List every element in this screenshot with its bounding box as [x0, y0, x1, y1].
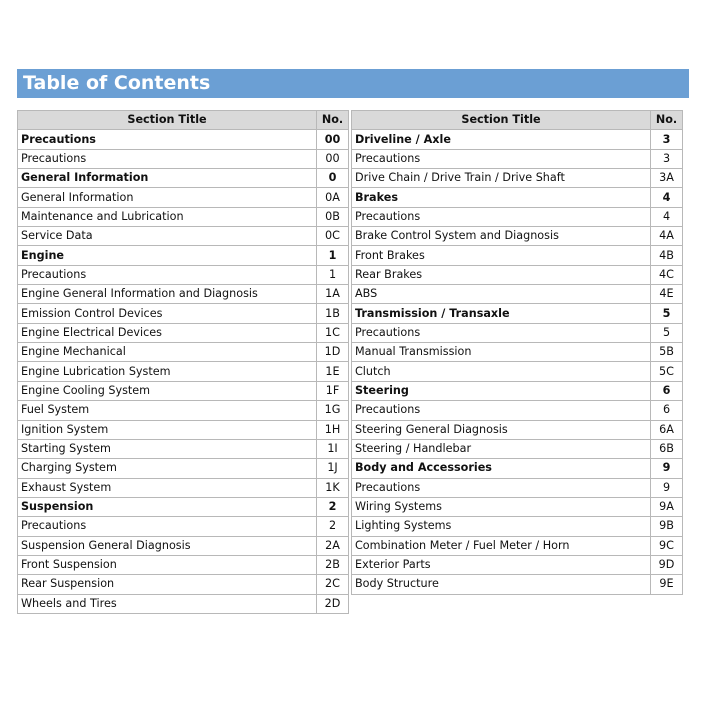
- section-group-row[interactable]: [18, 246, 349, 265]
- toc-table-left: [17, 110, 349, 614]
- table-row[interactable]: [352, 265, 683, 284]
- table-row[interactable]: [18, 207, 349, 226]
- section-title-cell: Precautions: [352, 323, 651, 342]
- section-title-cell: Engine Cooling System: [18, 381, 317, 400]
- section-number-cell: 9: [651, 478, 683, 497]
- table-row[interactable]: [352, 362, 683, 381]
- section-number-cell: 1: [317, 246, 349, 265]
- section-number-cell: 0: [317, 169, 349, 188]
- section-title-cell: Starting System: [18, 439, 317, 458]
- table-row[interactable]: [18, 517, 349, 536]
- section-title-cell: Wheels and Tires: [18, 594, 317, 613]
- section-title-cell: Steering / Handlebar: [352, 439, 651, 458]
- toc-left-body: [18, 130, 349, 614]
- section-number-cell: 0B: [317, 207, 349, 226]
- section-title-cell: Charging System: [18, 459, 317, 478]
- section-number-cell: 1I: [317, 439, 349, 458]
- table-row[interactable]: [18, 420, 349, 439]
- section-number-cell: 00: [317, 130, 349, 149]
- table-row[interactable]: [352, 207, 683, 226]
- section-number-cell: 4A: [651, 227, 683, 246]
- table-row[interactable]: [352, 439, 683, 458]
- section-title-cell: Precautions: [352, 207, 651, 226]
- section-title-cell: Exterior Parts: [352, 555, 651, 574]
- section-title-cell: Precautions: [18, 265, 317, 284]
- table-row[interactable]: [18, 555, 349, 574]
- section-number-cell: 9E: [651, 575, 683, 594]
- section-number-cell: 9C: [651, 536, 683, 555]
- section-title-cell: Precautions: [352, 149, 651, 168]
- section-group-row[interactable]: [18, 130, 349, 149]
- section-number-cell: 00: [317, 149, 349, 168]
- section-title-cell: Manual Transmission: [352, 343, 651, 362]
- section-title-cell: Service Data: [18, 227, 317, 246]
- table-row[interactable]: [18, 362, 349, 381]
- section-number-cell: 1C: [317, 323, 349, 342]
- section-title-cell: ABS: [352, 285, 651, 304]
- title-bar: [17, 69, 689, 98]
- section-title-cell: Emission Control Devices: [18, 304, 317, 323]
- section-title-cell: Drive Chain / Drive Train / Drive Shaft: [352, 169, 651, 188]
- section-number-cell: 9: [651, 459, 683, 478]
- section-number-cell: 2: [317, 517, 349, 536]
- section-number-cell: 0A: [317, 188, 349, 207]
- section-title-cell: Combination Meter / Fuel Meter / Horn: [352, 536, 651, 555]
- section-group-row[interactable]: [352, 381, 683, 400]
- table-row[interactable]: [352, 575, 683, 594]
- table-row[interactable]: [18, 285, 349, 304]
- table-row[interactable]: [352, 536, 683, 555]
- section-number-cell: 1F: [317, 381, 349, 400]
- section-number-cell: 2D: [317, 594, 349, 613]
- section-number-cell: 2C: [317, 575, 349, 594]
- section-number-cell: 2B: [317, 555, 349, 574]
- section-title-cell: Lighting Systems: [352, 517, 651, 536]
- section-title-cell: Brakes: [352, 188, 651, 207]
- section-number-cell: 9D: [651, 555, 683, 574]
- table-row[interactable]: [18, 401, 349, 420]
- section-title-cell: Maintenance and Lubrication: [18, 207, 317, 226]
- section-title-cell: Exhaust System: [18, 478, 317, 497]
- section-number-cell: 5: [651, 304, 683, 323]
- table-row[interactable]: [352, 420, 683, 439]
- section-number-cell: 4: [651, 188, 683, 207]
- section-number-cell: 3A: [651, 169, 683, 188]
- section-title-cell: Precautions: [18, 130, 317, 149]
- section-number-cell: 4B: [651, 246, 683, 265]
- section-number-cell: 5: [651, 323, 683, 342]
- section-group-row[interactable]: [352, 459, 683, 478]
- number-header: No.: [651, 111, 683, 130]
- section-number-cell: 1J: [317, 459, 349, 478]
- table-row[interactable]: [18, 459, 349, 478]
- table-row[interactable]: [352, 169, 683, 188]
- section-number-cell: 0C: [317, 227, 349, 246]
- section-title-cell: Engine Lubrication System: [18, 362, 317, 381]
- section-title-cell: Precautions: [352, 478, 651, 497]
- section-number-cell: 5C: [651, 362, 683, 381]
- section-title-cell: Engine: [18, 246, 317, 265]
- table-row[interactable]: [18, 149, 349, 168]
- section-title-cell: Engine General Information and Diagnosis: [18, 285, 317, 304]
- table-row[interactable]: [352, 227, 683, 246]
- section-group-row[interactable]: [352, 188, 683, 207]
- section-title-cell: Engine Electrical Devices: [18, 323, 317, 342]
- table-row[interactable]: [18, 343, 349, 362]
- section-number-cell: 4C: [651, 265, 683, 284]
- section-title-cell: General Information: [18, 169, 317, 188]
- section-title-cell: Front Brakes: [352, 246, 651, 265]
- section-number-cell: 1D: [317, 343, 349, 362]
- section-number-cell: 3: [651, 130, 683, 149]
- table-row[interactable]: [18, 478, 349, 497]
- section-title-cell: Precautions: [352, 401, 651, 420]
- section-number-cell: 3: [651, 149, 683, 168]
- section-number-cell: 9A: [651, 497, 683, 516]
- table-row[interactable]: [18, 439, 349, 458]
- section-title-cell: Precautions: [18, 149, 317, 168]
- section-title-cell: Steering General Diagnosis: [352, 420, 651, 439]
- section-title-cell: Body and Accessories: [352, 459, 651, 478]
- toc-right-body: [352, 130, 683, 594]
- section-title-cell: Brake Control System and Diagnosis: [352, 227, 651, 246]
- section-number-cell: 6: [651, 401, 683, 420]
- table-row[interactable]: [18, 323, 349, 342]
- section-number-cell: 2: [317, 497, 349, 516]
- table-row[interactable]: [352, 246, 683, 265]
- table-header-row: [18, 111, 349, 130]
- section-number-cell: 1: [317, 265, 349, 284]
- table-row[interactable]: [352, 517, 683, 536]
- section-number-cell: 1E: [317, 362, 349, 381]
- section-number-cell: 4E: [651, 285, 683, 304]
- table-row[interactable]: [352, 401, 683, 420]
- table-row[interactable]: [18, 575, 349, 594]
- table-row[interactable]: [352, 343, 683, 362]
- section-title-cell: Rear Brakes: [352, 265, 651, 284]
- table-row[interactable]: [352, 478, 683, 497]
- table-row[interactable]: [18, 265, 349, 284]
- toc-table-right: [351, 110, 683, 595]
- section-title-header: Section Title: [352, 111, 651, 130]
- table-row[interactable]: [18, 188, 349, 207]
- section-title-cell: Front Suspension: [18, 555, 317, 574]
- section-number-cell: 1B: [317, 304, 349, 323]
- table-header-row: [352, 111, 683, 130]
- section-title-cell: Engine Mechanical: [18, 343, 317, 362]
- number-header: No.: [317, 111, 349, 130]
- section-title-header: Section Title: [18, 111, 317, 130]
- section-title-cell: Body Structure: [352, 575, 651, 594]
- section-number-cell: 6B: [651, 439, 683, 458]
- section-group-row[interactable]: [352, 130, 683, 149]
- section-title-cell: General Information: [18, 188, 317, 207]
- table-row[interactable]: [18, 227, 349, 246]
- section-number-cell: 6A: [651, 420, 683, 439]
- section-title-cell: Steering: [352, 381, 651, 400]
- section-title-cell: Rear Suspension: [18, 575, 317, 594]
- section-number-cell: 2A: [317, 536, 349, 555]
- section-title-cell: Suspension: [18, 497, 317, 516]
- table-row[interactable]: [18, 381, 349, 400]
- section-title-cell: Fuel System: [18, 401, 317, 420]
- table-row[interactable]: [352, 497, 683, 516]
- section-number-cell: 1K: [317, 478, 349, 497]
- page-title: Table of Contents: [23, 72, 211, 94]
- table-row[interactable]: [352, 285, 683, 304]
- section-title-cell: Driveline / Axle: [352, 130, 651, 149]
- section-number-cell: 9B: [651, 517, 683, 536]
- table-row[interactable]: [352, 149, 683, 168]
- section-number-cell: 6: [651, 381, 683, 400]
- section-number-cell: 1H: [317, 420, 349, 439]
- section-title-cell: Suspension General Diagnosis: [18, 536, 317, 555]
- table-row[interactable]: [352, 323, 683, 342]
- section-number-cell: 1G: [317, 401, 349, 420]
- table-row[interactable]: [18, 594, 349, 613]
- table-row[interactable]: [352, 555, 683, 574]
- section-title-cell: Precautions: [18, 517, 317, 536]
- table-row[interactable]: [18, 536, 349, 555]
- section-title-cell: Transmission / Transaxle: [352, 304, 651, 323]
- section-group-row[interactable]: [352, 304, 683, 323]
- section-title-cell: Ignition System: [18, 420, 317, 439]
- section-group-row[interactable]: [18, 497, 349, 516]
- table-row[interactable]: [18, 304, 349, 323]
- section-title-cell: Wiring Systems: [352, 497, 651, 516]
- section-number-cell: 5B: [651, 343, 683, 362]
- section-number-cell: 1A: [317, 285, 349, 304]
- section-group-row[interactable]: [18, 169, 349, 188]
- section-title-cell: Clutch: [352, 362, 651, 381]
- section-number-cell: 4: [651, 207, 683, 226]
